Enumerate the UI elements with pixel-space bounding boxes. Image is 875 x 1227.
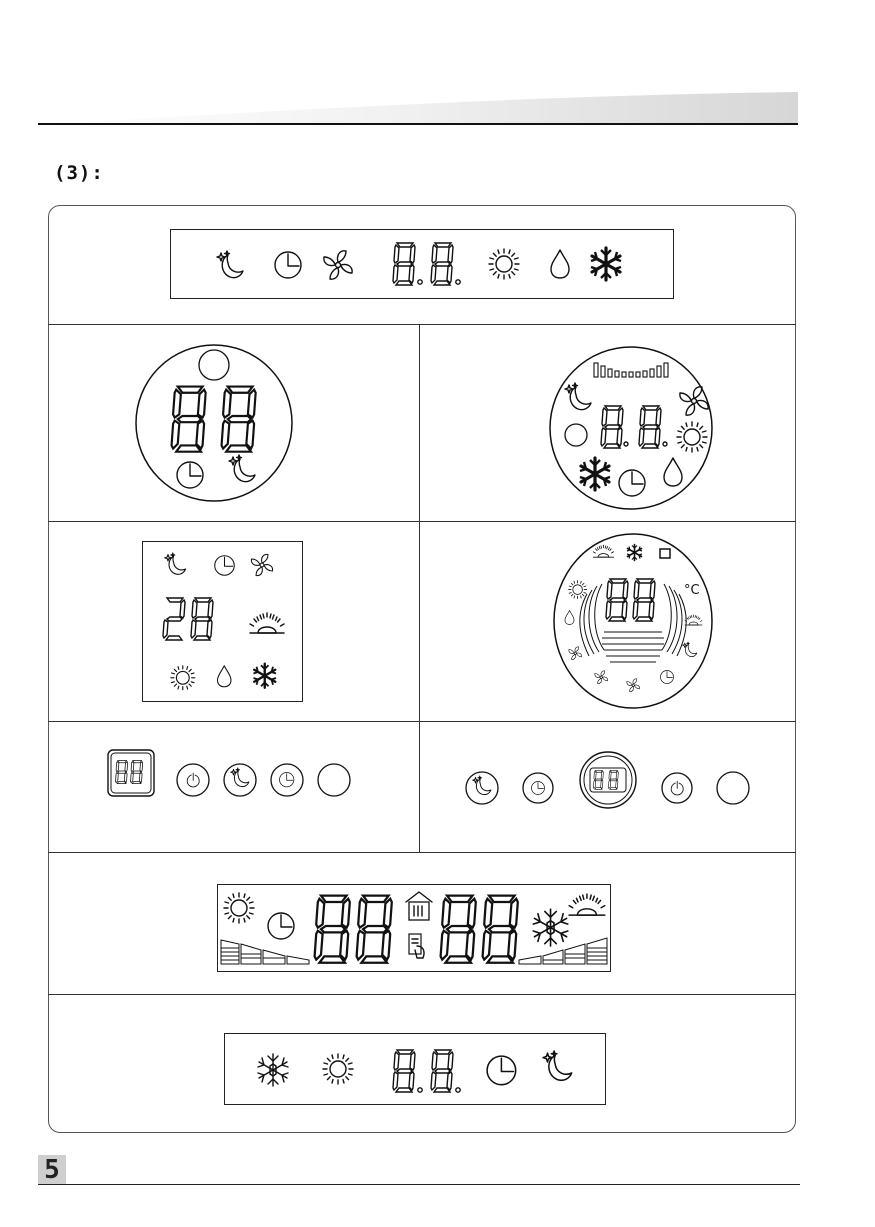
- timer-icon: [275, 252, 301, 278]
- digit: [393, 243, 415, 285]
- round-temp-digits: [625, 600, 626, 601]
- digit: [639, 406, 661, 448]
- cool-icon: [258, 1054, 288, 1086]
- lcd-strip-bottom-graphics: [224, 1033, 606, 1105]
- wide-lcd-graphics: [217, 884, 611, 972]
- wide-lcd-left-digits: [350, 925, 351, 926]
- page-number: 5: [38, 1155, 66, 1185]
- divider: [419, 324, 420, 852]
- footer-rule: [38, 1184, 800, 1185]
- digit: [431, 1050, 453, 1092]
- divider: [48, 994, 796, 995]
- strip-bottom-digits: [430, 1070, 432, 1071]
- digit: [393, 1050, 415, 1092]
- sleep-icon: [565, 383, 591, 410]
- round-display-right: [548, 345, 714, 511]
- strip-top-digits: [395, 245, 397, 246]
- wide-lcd-right-digits: [475, 925, 476, 926]
- round-left-digits: [190, 400, 191, 401]
- round-display-left: [134, 343, 294, 503]
- digit: [431, 243, 453, 285]
- square-digits: [190, 615, 191, 616]
- cool-icon: [580, 458, 610, 490]
- square-display-graphics: [142, 541, 303, 702]
- heat-icon: [323, 1054, 353, 1084]
- timer-icon: [619, 470, 645, 496]
- sleep-icon: [217, 251, 243, 278]
- divider: [48, 852, 796, 853]
- dry-icon: [551, 250, 569, 278]
- button-row-right: [462, 748, 762, 808]
- round-right-digits: [620, 420, 622, 421]
- divider: [48, 324, 796, 325]
- header-band: [0, 0, 875, 160]
- heat-icon: [677, 422, 707, 452]
- divider: [48, 721, 796, 722]
- button-row-left: [106, 748, 356, 800]
- digit: [633, 579, 655, 621]
- unit-label: °C: [684, 583, 700, 598]
- button-left-digits: [130, 770, 131, 771]
- fan-icon: [324, 251, 352, 279]
- digit: [191, 598, 213, 640]
- timer-icon: [177, 462, 203, 488]
- section-label: (3):: [54, 162, 104, 184]
- cool-icon: [591, 248, 621, 280]
- svg-text:8.8.: 8.8.: [420, 289, 422, 290]
- heat-icon: [489, 249, 519, 279]
- sleep-icon: [229, 455, 255, 482]
- lcd-strip-top-graphics: [170, 229, 674, 299]
- button-right-digits: [605, 775, 606, 776]
- divider: [48, 521, 796, 522]
- digit: [601, 406, 623, 448]
- blank-button[interactable]: [717, 772, 749, 804]
- round-temp-display: [552, 532, 714, 710]
- heat-icon: [224, 893, 254, 923]
- dry-icon: [664, 458, 682, 486]
- blank-button[interactable]: [318, 764, 350, 796]
